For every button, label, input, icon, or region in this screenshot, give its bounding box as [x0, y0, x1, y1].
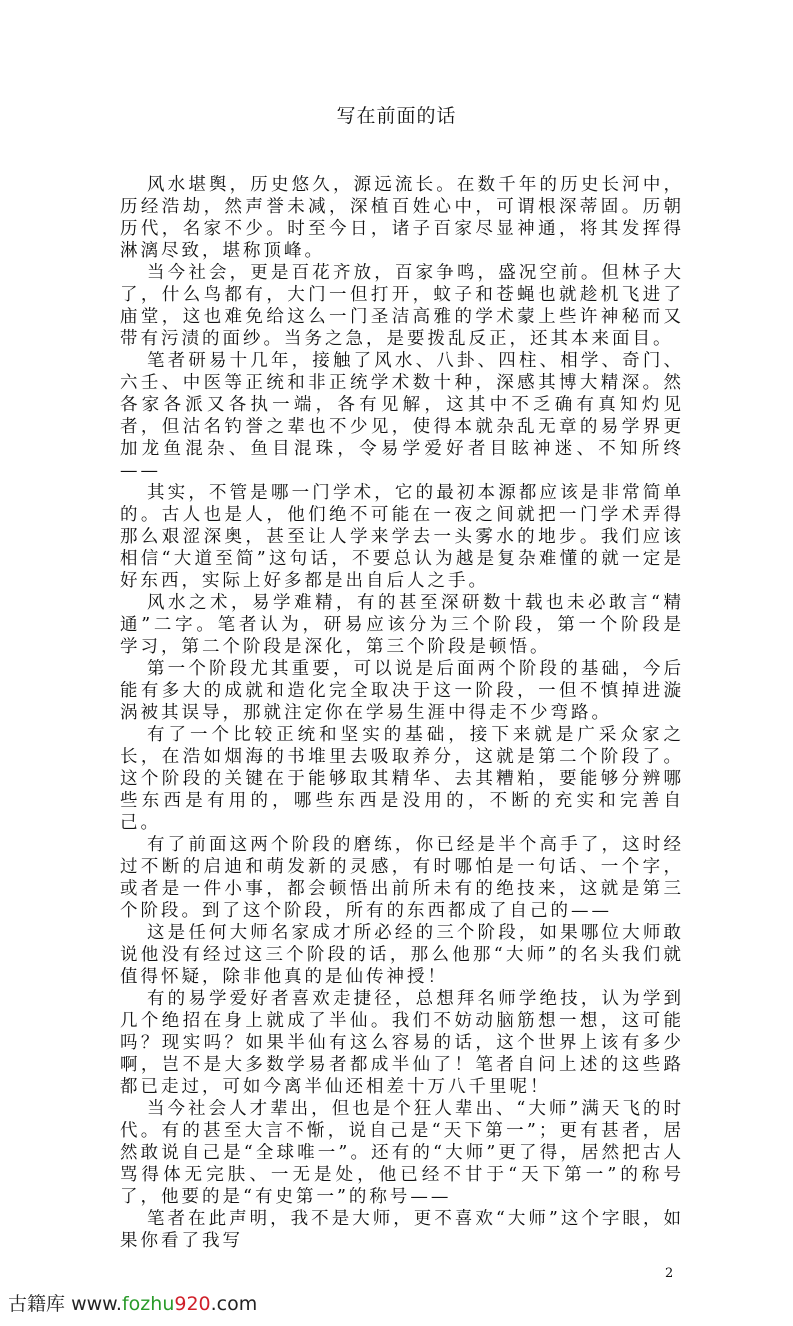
url-domain: fozhu — [121, 1293, 175, 1315]
paragraph: 风水之术，易学难精，有的甚至深研数十载也未必敢言“精通”二字。笔者认为，研易应该分为三个阶段，第一个阶段是学习，第二个阶段是深化，第三个阶段是顿悟。 — [120, 593, 684, 657]
site-url[interactable] — [71, 1293, 257, 1315]
paragraph: 当今社会，更是百花齐放，百家争鸣，盛况空前。但林子大了，什么鸟都有，大门一但打开，蚊子和苍蝇也就趁机飞进了庙堂，这也难免给这么一门圣洁高雅的学术蒙上些许神秘而又带有污渍的面纱。当务之急，是要拨乱反正，还其本来面目。 — [120, 263, 684, 349]
document-body — [120, 174, 684, 1252]
page-number: 2 — [665, 1266, 674, 1281]
page-title: 写在前面的话 — [336, 105, 457, 127]
spacer — [0, 1282, 793, 1292]
paragraph: 其实，不管是哪一门学术，它的最初本源都应该是非常简单的。古人也是人，他们绝不可能在一夜之间就把一门学术弄得那么艰涩深奥，甚至让人学来学去一头雾水的地步。我们应该相信“大道至简”这句话，不要总认为越是复杂难懂的就一定是好东西，实际上好多都是出自后人之手。 — [120, 483, 684, 591]
paragraph: 风水堪舆，历史悠久，源远流长。在数千年的历史长河中，历经浩劫，然声誉未减，深植百姓心中，可谓根深蒂固。历朝历代，名家不少。时至今日，诸子百家尽显神通，将其发挥得淋漓尽致，堪称顶峰。 — [120, 175, 684, 261]
footer-watermark — [8, 1292, 793, 1316]
site-name: 古籍库 — [8, 1293, 66, 1315]
url-number: 920 — [174, 1293, 211, 1315]
paragraph: 有了一个比较正统和坚实的基础，接下来就是广采众家之长，在浩如烟海的书堆里去吸取养分，这就是第二个阶段了。这个阶段的关键在于能够取其精华、去其糟粕，要能够分辨哪些东西是有用的，哪些东西是没用的，不断的充实和完善自己。 — [120, 725, 684, 833]
paragraph: 当今社会人才辈出，但也是个狂人辈出、“大师”满天飞的时代。有的甚至大言不惭，说自己是“天下第一”；更有甚者，居然敢说自己是“全球唯一”。还有的“大师”更了得，居然把古人骂得体无完肤、一无是处，他已经不甘于“天下第一”的称号了，他要的是“有史第一”的称号—— — [120, 1099, 684, 1207]
paragraph: 笔者研易十几年，接触了风水、八卦、四柱、相学、奇门、六壬、中医等正统和非正统学术数十种，深感其博大精深。然各家各派又各执一端，各有见解，这其中不乏确有真知灼见者，但沽名钓誉之辈也不少见，使得本就杂乱无章的易学界更加龙鱼混杂、鱼目混珠，令易学爱好者目眩神迷、不知所终—— — [120, 351, 684, 481]
url-prefix: www. — [71, 1293, 122, 1315]
paragraph: 这是任何大师名家成才所必经的三个阶段，如果哪位大师敢说他没有经过这三个阶段的话，那么他那“大师”的名头我们就值得怀疑，除非他真的是仙传神授！ — [120, 923, 684, 987]
paragraph: 有了前面这两个阶段的磨练，你已经是半个高手了，这时经过不断的启迪和萌发新的灵感，有时哪怕是一句话、一个字，或者是一件小事，都会顿悟出前所未有的绝技来，这就是第三个阶段。到了这个阶段，所有的东西都成了自己的—— — [120, 835, 684, 921]
paragraph: 第一个阶段尤其重要，可以说是后面两个阶段的基础，今后能有多大的成就和造化完全取决于这一阶段，一但不慎掉进漩涡被其误导，那就注定你在学易生涯中得走不少弯路。 — [120, 659, 684, 723]
paragraph: 笔者在此声明，我不是大师，更不喜欢“大师”这个字眼，如果你看了我写 — [120, 1209, 684, 1251]
paragraph: 有的易学爱好者喜欢走捷径，总想拜名师学绝技，认为学到几个绝招在身上就成了半仙。我们不妨动脑筋想一想，这可能吗？现实吗？如果半仙有这么容易的话，这个世界上该有多少啊，岂不是大多数学易者都成半仙了！笔者自问上述的这些路都已走过，可如今离半仙还相差十万八千里呢！ — [120, 989, 684, 1097]
url-suffix: .com — [210, 1293, 258, 1315]
